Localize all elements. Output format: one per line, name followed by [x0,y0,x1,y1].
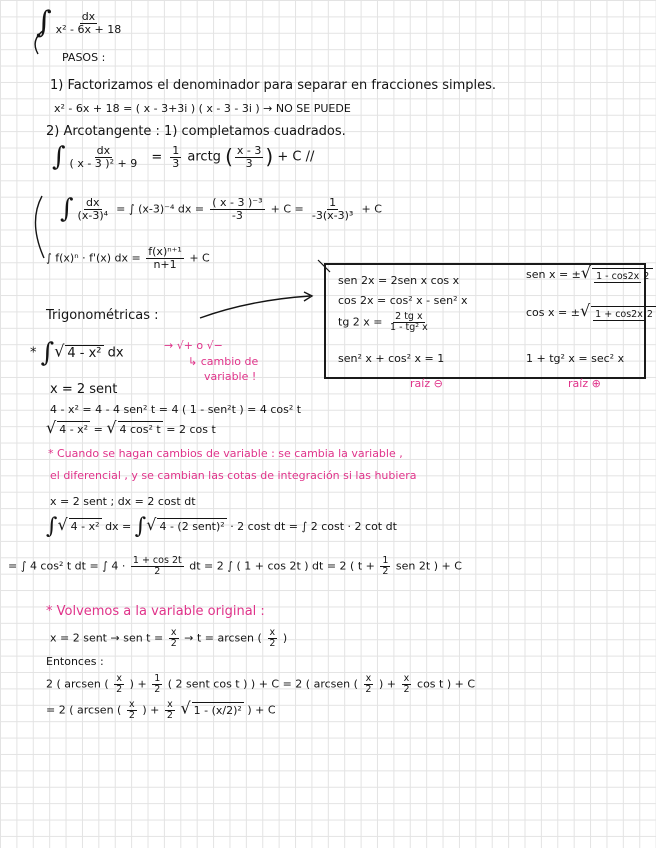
back-l3-num: x [129,699,135,710]
step2-text: 2) Arcotangente : 1) completamos cuadrados. [46,124,346,139]
back-l3-den: 2 [128,710,135,721]
sqrt-result: = 2 cos t [166,423,216,436]
pr-num: dx [86,195,100,209]
problem-integral: ∫ $\frac{dx}{\text{x² - 6x + 18}}$ [36,5,122,40]
pr-general-den: n+1 [153,258,177,271]
cosx-label: cos x = ± [526,306,580,319]
senx-num: 1 - cos2x [596,271,640,282]
pr-result-num: ( x - 3 )⁻³ [212,195,263,209]
back-l3-rad: 1 - (x/2)² [193,703,242,717]
cos2-b: dt = 2 ∫ ( 1 + cos 2t ) dt = 2 ( t + [189,559,375,573]
brace-icon [35,196,44,258]
back-l3-den2: 2 [166,710,173,721]
arctg-label: arctg [187,149,221,165]
pr-general-left: ∫ f(x)ⁿ · f'(x) dx = [46,251,141,265]
back-title: * Volvemos a la variable original : [46,604,265,619]
back-line2 [46,674,475,695]
sub-line: x = 2 sent [50,382,118,397]
pr-general-num: f(x)ⁿ⁺¹ [148,245,182,258]
pr-mid: = ∫ (x-3)⁻⁴ dx = [116,202,205,216]
back-l1-c: ) [282,631,288,645]
sqrt-right: 4 cos² t [119,423,161,436]
pasos-label: PASOS : [62,51,106,64]
back-l3-c: ) + C [247,703,276,717]
pr-den: (x-3)⁴ [77,208,109,222]
star-icon: * [30,345,37,361]
identity-tg-sec: 1 + tg² x = sec² x [526,352,625,365]
pr-general-end: + C [189,251,210,265]
step1-text: 1) Factorizamos el denominador para separar en fracciones simples. [50,78,497,93]
back-l3-a: = 2 ( arcsen ( [46,703,122,717]
senx-label: sen x = ± [526,268,581,281]
trigonometricas-heading: Trigonométricas : [46,308,159,323]
back-l2-half-num: 1 [154,673,161,684]
back-l2-num2: x [365,673,372,684]
step2-inner-den: 3 [245,156,253,170]
sub-dx: dx = [105,520,132,533]
wavy-arrow-icon [200,296,310,318]
identity-cos2x: cos 2x = cos² x - sen² x [338,294,468,307]
cosx-num: 1 + cos2x [595,309,643,320]
step2-tail: + C // [277,149,315,165]
senx-den: 2 [643,271,650,282]
sub-rad2: 4 - (2 sent)² [159,520,225,533]
back-l2-d: ) + [378,677,396,691]
raiz-positive-note: raíz ⊕ [568,377,601,390]
back-l2-a: 2 ( arcsen ( [46,677,109,691]
note-variable: variable ! [204,370,257,383]
tg2x-den: 1 - tg² x [390,322,428,333]
cos2-num: 1 + cos 2t [132,555,182,566]
back-l1-num: x [170,627,177,638]
problem-denominator: x² - 6x + 18 [55,22,122,36]
step2-numerator: dx [96,143,111,157]
back-l3-b: ) + [142,703,160,717]
differential-line: x = 2 sent ; dx = 2 cost dt [50,495,196,508]
pr-final-num: 1 [329,195,337,209]
pr-final-den: -3(x-3)³ [311,208,354,222]
back-l1-num2: x [269,627,276,638]
pr-end: + C [361,202,382,216]
back-l1-den2: 2 [269,638,276,649]
cos2-den: 2 [154,566,161,577]
back-line3: = 2 ( arcsen ( $\frac{x}{2}$ ) + $\frac{x}{2}$ √ 1 - (x/2)² ) + C [46,698,276,721]
tg2x-label: tg 2 x = [338,315,383,329]
pr-plus: + C = [270,202,304,216]
entonces-label: Entonces : [46,655,104,668]
half-den: 2 [382,566,389,577]
cosx-den: 2 [646,309,653,320]
back-l2-den2: 2 [365,684,372,695]
power-rule-example: ∫ $\frac{dx}{\text{(x-3)⁴}}$ = ∫ (x-3)⁻⁴ dx = $\frac{\text{( x - 3 )⁻³}}{-3}$ + C = $\frac{1}{\text{-3(x-3)³}}$ + C [60,194,382,224]
example-integral: * ∫√ 4 - x² dx [30,338,124,368]
identity-senx: sen x = ±√ 1 - cos2x 2 [526,266,655,282]
pr-result-den: -3 [231,208,243,222]
back-l1-a: x = 2 sent → sen t = [50,631,164,645]
step2-equation: ∫ $\frac{dx}{\text{( x - 3 )² + 9}}$ = $\frac{1}{3}$ arctg ( $\frac{x - 3}{3}$ ) + C // [52,142,315,172]
back-l2-num: x [116,673,122,684]
sub-rad1: 4 - x² [70,520,100,533]
back-l1-b: → t = arcsen ( [184,631,262,645]
cos2-a: = ∫ 4 cos² t dt = ∫ 4 · [8,559,126,573]
substituted-integral: ∫√ 4 - x² dx = ∫√ 4 - (2 sent)² · 2 cost dt = ∫ 2 cost · 2 cot dt [46,514,397,539]
cos2-c: sen 2t ) + C [395,559,462,573]
back-line1 [50,628,287,649]
back-l2-num3: x [403,673,410,684]
step2-coef-num: 1 [172,143,180,157]
back-l2-e: cos t ) + C [417,677,476,691]
sqrt-eq: = [93,423,103,436]
problem-numerator: dx [81,9,96,23]
back-l2-den: 2 [116,684,123,695]
step2-inner-num: x - 3 [236,143,262,157]
cos-squared-line [8,556,462,577]
back-l2-b: ) + [129,677,147,691]
example-radicand: 4 - x² [67,345,102,361]
identity-line: 4 - x² = 4 - 4 sen² t = 4 ( 1 - sen²t ) = 4 cos² t [50,403,302,416]
power-rule-general [46,246,210,271]
sqrt-line: √ 4 - x² = √ 4 cos² t = 2 cos t [46,418,216,437]
back-l3-num2: x [167,699,173,710]
note-change: ↳ cambio de [188,355,259,368]
back-l2-c: ( 2 sent cos t ) ) + C = 2 ( arcsen ( [167,677,358,691]
raiz-negative-note: raíz ⊖ [410,377,443,390]
back-l2-half-den: 2 [154,684,161,695]
tg2x-num: 2 tg x [395,311,423,322]
back-l1-den: 2 [170,638,177,649]
sqrt-left: 4 - x² [59,423,89,436]
back-l2-den3: 2 [403,684,410,695]
identity-tg2x [338,312,432,333]
step2-coef-den: 3 [172,156,180,170]
example-dx: dx [107,345,124,361]
identity-sen2x: sen 2x = 2sen x cos x [338,274,460,287]
pink-note-line1: * Cuando se hagan cambios de variable : se cambia la variable , [48,447,403,460]
step2-denominator: ( x - 3 )² + 9 [69,156,138,170]
sub-mid: · 2 cost dt = ∫ 2 cost · 2 cot dt [230,520,397,533]
identity-pythagorean: sen² x + cos² x = 1 [338,352,445,365]
note-roots: → √+ o √− [164,339,223,352]
half-num: 1 [382,555,389,566]
identity-cosx: cos x = ±√ 1 + cos2x 2 [526,304,656,320]
step1-equation: x² - 6x + 18 = ( x - 3+3i ) ( x - 3 - 3i ) → NO SE PUEDE [54,102,351,115]
pink-note-line2: el diferencial , y se cambian las cotas de integración si las hubiera [50,469,417,482]
